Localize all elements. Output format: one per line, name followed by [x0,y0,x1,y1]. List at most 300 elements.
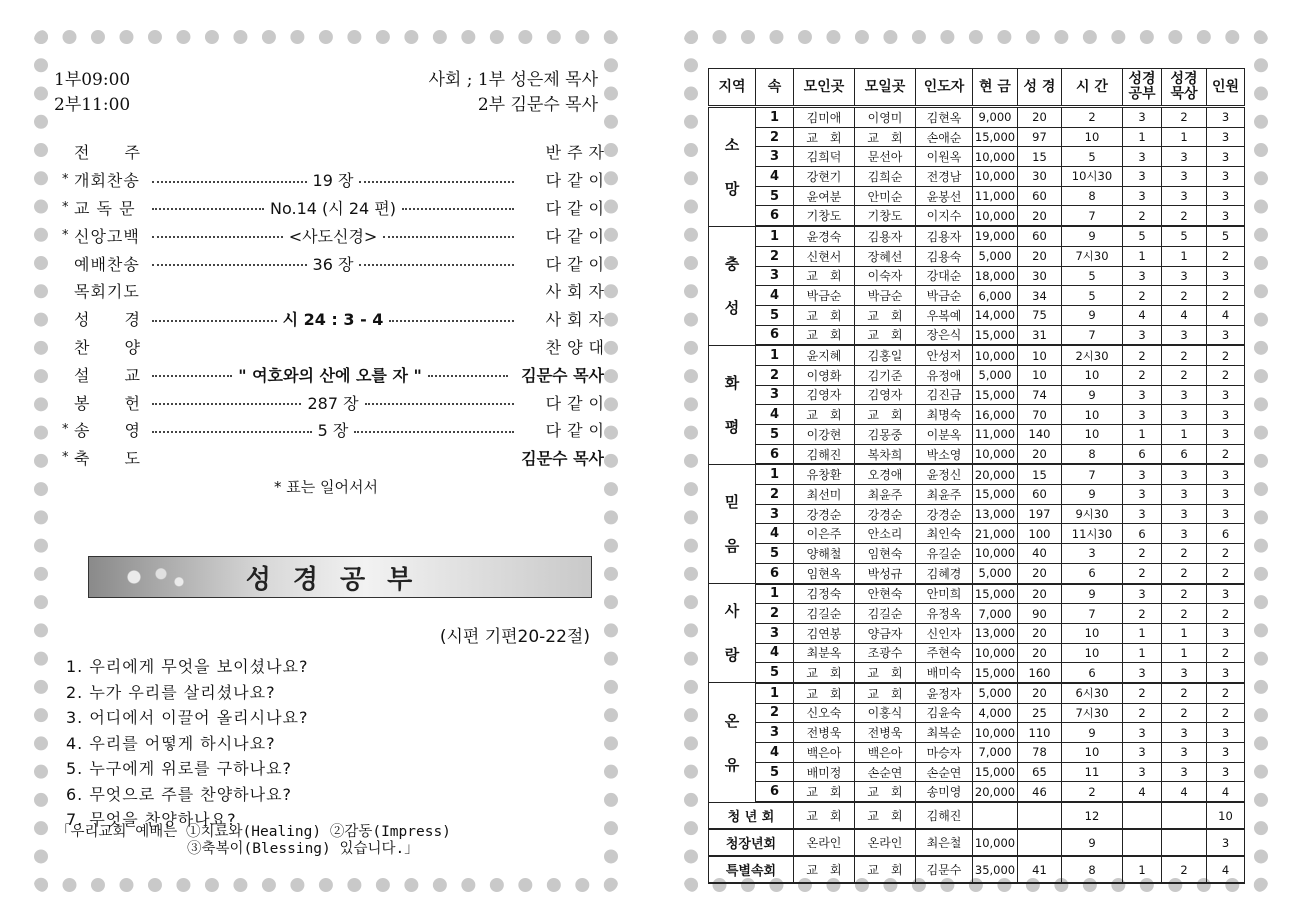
region-name: 충 성 [709,226,756,345]
column-header: 성 경 [1018,69,1062,107]
table-cell: 3 [1207,405,1245,425]
table-row [709,703,1245,723]
table-cell: 교 회 [794,663,855,683]
table-cell: 9 [1062,226,1123,246]
table-cell: 10 [1062,127,1123,147]
table-cell: 교 회 [855,405,916,425]
table-row [709,365,1245,385]
table-cell: 2 [1207,604,1245,624]
table-cell: 10,000 [973,829,1018,856]
table-row [709,186,1245,206]
table-cell [1162,829,1207,856]
table-cell: 2 [1062,107,1123,128]
table-cell: 교 회 [794,325,855,345]
order-item-name: 전 주 [74,143,141,163]
cell-number: 4 [756,524,794,544]
order-item-name: 봉 헌 [74,393,141,413]
table-cell: 3 [1162,723,1207,743]
table-row [709,127,1245,147]
order-row [62,305,610,333]
dot-leader [359,264,514,266]
table-cell: 10,000 [973,544,1018,564]
column-header: 성경 공부 [1123,69,1162,107]
table-cell: 3 [1123,723,1162,743]
table-cell: 5,000 [973,683,1018,703]
table-row [709,266,1245,286]
table-row [709,107,1245,128]
table-cell: 유창환 [794,464,855,484]
table-cell: 3 [1123,325,1162,345]
table-row [709,444,1245,464]
column-header: 지역 [709,69,756,107]
order-item-detail [146,151,520,153]
table-cell: 3 [1123,147,1162,167]
table-cell: 2 [1123,683,1162,703]
worship-order-panel [34,30,618,892]
table-cell: 2 [1162,286,1207,306]
table-cell: 9시30 [1062,504,1123,524]
table-cell: 배미숙 [916,663,973,683]
table-cell: 3 [1207,504,1245,524]
cell-number: 5 [756,425,794,445]
table-cell: 김영자 [794,385,855,405]
order-row [62,166,610,194]
table-cell: 안미희 [916,584,973,604]
table-row [709,584,1245,604]
table-cell: 2 [1162,703,1207,723]
table-cell: 3 [1207,147,1245,167]
table-row [709,485,1245,505]
table-cell: 3 [1123,584,1162,604]
table-cell: 5 [1207,226,1245,246]
order-item-detail [146,224,520,247]
table-cell: 김윤숙 [916,703,973,723]
table-cell: 전병욱 [794,723,855,743]
table-cell: 15,000 [973,762,1018,782]
table-row [709,246,1245,266]
table-cell: 4,000 [973,703,1018,723]
column-header: 인원 [1207,69,1245,107]
table-cell: 13,000 [973,504,1018,524]
table-cell: 3 [1162,504,1207,524]
table-cell: 온라인 [855,829,916,856]
table-cell: 10,000 [973,147,1018,167]
table-cell: 온라인 [794,829,855,856]
order-row [62,388,610,416]
study-question: 2. 누가 우리를 살리셨나요? [66,682,276,702]
table-cell: 기창도 [794,206,855,226]
standing-note: * 표는 일어서서 [274,478,378,496]
table-cell: 9,000 [973,107,1018,128]
dot-leader [383,236,514,238]
cell-number: 2 [756,246,794,266]
standing-mark: * [62,450,69,466]
table-cell: 안소리 [855,524,916,544]
table-cell: 8 [1062,444,1123,464]
order-item-leader: 다같이 [545,198,610,218]
table-cell: 9 [1062,385,1123,405]
table-cell: 2 [1162,856,1207,883]
region-name: 믿 음 [709,464,756,583]
table-cell: 75 [1018,305,1062,325]
table-cell: 2 [1162,544,1207,564]
order-item-name: 예배찬송 [74,254,140,274]
region-name: 화 평 [709,345,756,464]
table-row [709,782,1245,802]
table-cell: 송미영 [916,782,973,802]
table-cell: 최복순 [916,723,973,743]
table-cell: 이은주 [794,524,855,544]
table-cell: 9 [1062,485,1123,505]
table-cell: 손순연 [855,762,916,782]
table-cell: 신오숙 [794,703,855,723]
table-cell: 2 [1123,703,1162,723]
order-item-name: 개회찬송 [74,171,140,191]
special-group-name: 특별속회 [709,856,794,883]
table-cell: 20,000 [973,782,1018,802]
table-row [709,743,1245,763]
order-item-name: 성 경 [74,310,141,330]
table-cell: 이영미 [855,107,916,128]
cell-number: 3 [756,147,794,167]
service-hosts [428,68,598,118]
order-row [62,444,604,472]
table-cell: 3 [1162,405,1207,425]
order-item-leader: 반주자 [545,143,610,163]
special-row [709,856,1245,883]
table-cell: 7 [1062,325,1123,345]
order-item-leader: 다같이 [545,254,610,274]
table-cell: 교 회 [794,782,855,802]
dot-leader [152,403,301,405]
table-cell: 박금순 [794,286,855,306]
table-cell: 3 [1123,385,1162,405]
table-cell: 20 [1018,584,1062,604]
table-cell: 임현옥 [794,563,855,583]
table-cell: 10 [1062,425,1123,445]
table-cell: 박금순 [916,286,973,306]
table-cell: 3 [1123,485,1162,505]
order-item-detail [146,168,520,191]
table-cell: 110 [1018,723,1062,743]
table-cell: 3 [1207,107,1245,128]
table-cell: 7 [1062,206,1123,226]
table-cell: 5 [1123,226,1162,246]
table-cell: 김몽중 [855,425,916,445]
table-cell: 교 회 [855,802,916,829]
table-cell: 박금순 [855,286,916,306]
table-cell: 교 회 [855,856,916,883]
table-cell: 마승자 [916,743,973,763]
table-cell: 2 [1162,345,1207,365]
table-cell: 김혜경 [916,563,973,583]
table-cell: 3 [1123,266,1162,286]
table-cell: 2 [1207,703,1245,723]
order-row [62,333,610,361]
special-row [709,829,1245,856]
table-cell: 최인숙 [916,524,973,544]
table-cell: 1 [1123,623,1162,643]
table-cell: 안현숙 [855,584,916,604]
table-cell: 5 [1062,266,1123,286]
table-cell: 3 [1207,663,1245,683]
table-cell: 이숙자 [855,266,916,286]
table-cell: 6시30 [1062,683,1123,703]
order-row [62,194,610,222]
table-row [709,544,1245,564]
order-item-leader: 찬양대 [545,337,610,357]
service-times [54,68,130,118]
order-item-content: 19 장 [312,171,354,191]
table-cell: 3 [1207,385,1245,405]
table-cell: 윤정자 [916,683,973,703]
cell-number: 6 [756,206,794,226]
table-cell: 9 [1062,584,1123,604]
table-cell: 20 [1018,643,1062,663]
table-cell: 교 회 [794,405,855,425]
table-cell: 3 [1207,325,1245,345]
table-cell: 15 [1018,147,1062,167]
table-cell: 양금자 [855,623,916,643]
table-cell: 46 [1018,782,1062,802]
table-row [709,345,1245,365]
table-cell: 3 [1207,127,1245,147]
table-cell: 9 [1062,829,1123,856]
cell-number: 1 [756,107,794,128]
table-cell: 3 [1162,524,1207,544]
table-cell: 7 [1062,464,1123,484]
table-cell: 3 [1162,485,1207,505]
cell-number: 1 [756,226,794,246]
table-cell: 8 [1062,186,1123,206]
region-name: 사 랑 [709,584,756,683]
order-item-content: 287 장 [307,393,359,413]
table-cell: 6 [1062,663,1123,683]
flower-decoration-icon [107,561,197,593]
table-cell: 2 [1162,365,1207,385]
table-cell: 15,000 [973,584,1018,604]
table-cell: 2 [1123,604,1162,624]
table-cell: 3 [1207,723,1245,743]
table-cell: 35,000 [973,856,1018,883]
table-cell: 7시30 [1062,703,1123,723]
table-cell: 15,000 [973,663,1018,683]
table-cell: 2 [1123,544,1162,564]
order-row [62,221,610,249]
host-second: 2부 김문수 목사 [477,95,598,115]
table-cell: 19,000 [973,226,1018,246]
cell-number: 1 [756,683,794,703]
table-cell: 20 [1018,623,1062,643]
order-row [62,416,610,444]
table-cell: 3 [1207,623,1245,643]
table-cell [1123,802,1162,829]
table-cell: 장은식 [916,325,973,345]
table-cell: 3 [1162,663,1207,683]
table-cell: 최윤주 [916,485,973,505]
table-cell: 윤경숙 [794,226,855,246]
table-row [709,524,1245,544]
table-cell: 김용자 [855,226,916,246]
column-header: 속 [756,69,794,107]
cell-number: 5 [756,762,794,782]
column-header: 시 간 [1062,69,1123,107]
dot-leader [428,375,508,377]
order-item-content: 36 장 [312,254,354,274]
table-cell: 5 [1062,286,1123,306]
table-cell: 5,000 [973,563,1018,583]
table-cell: 3 [1162,464,1207,484]
table-cell: 3 [1162,325,1207,345]
table-cell: 15 [1018,464,1062,484]
table-cell: 강경순 [916,504,973,524]
dot-leader [152,264,307,266]
table-cell: 8 [1062,856,1123,883]
cell-number: 4 [756,167,794,187]
table-cell: 3 [1123,743,1162,763]
bible-study-title: 성경공부 [245,564,435,595]
table-cell: 교 회 [855,782,916,802]
table-cell: 10,000 [973,206,1018,226]
table-cell: 14,000 [973,305,1018,325]
table-cell: 3 [1162,186,1207,206]
table-cell: 3 [1123,504,1162,524]
table-cell: 20 [1018,246,1062,266]
table-cell: 20 [1018,107,1062,128]
order-item-name: 축 도 [74,449,141,469]
cell-group-table [708,68,1245,884]
column-header: 모인곳 [794,69,855,107]
table-cell: 11시30 [1062,524,1123,544]
table-cell: 손애순 [916,127,973,147]
table-cell: 2 [1162,563,1207,583]
order-item-content: No.14 (시 24 편) [270,198,396,218]
dot-leader [152,375,232,377]
table-cell: 97 [1018,127,1062,147]
dot-leader [402,208,514,210]
table-cell: 3 [1207,762,1245,782]
order-item-detail [146,363,514,386]
table-cell: 손순연 [916,762,973,782]
table-cell: 2 [1123,286,1162,306]
service-time-first: 1부09:00 [54,70,131,90]
table-cell: 74 [1018,385,1062,405]
table-cell: 100 [1018,524,1062,544]
table-cell: 15,000 [973,325,1018,345]
cell-number: 5 [756,305,794,325]
table-row [709,147,1245,167]
table-cell [973,802,1018,829]
order-item-leader: 다같이 [545,393,610,413]
order-item-content: 시 24 : 3 - 4 [282,310,384,330]
dot-leader [152,236,283,238]
table-cell: 우복예 [916,305,973,325]
table-header-row [709,69,1245,107]
dot-leader [152,320,277,322]
table-cell: 3 [1207,743,1245,763]
table-cell: 1 [1162,425,1207,445]
table-cell: 최분옥 [794,643,855,663]
table-cell: 2 [1162,107,1207,128]
table-cell: 김홍일 [855,345,916,365]
table-cell: 신인자 [916,623,973,643]
table-cell: 강대순 [916,266,973,286]
cell-number: 1 [756,584,794,604]
table-cell: 안성저 [916,345,973,365]
table-cell: 오경애 [855,464,916,484]
table-cell: 3 [1162,762,1207,782]
table-row [709,286,1245,306]
cell-number: 4 [756,286,794,306]
table-cell: 1 [1162,643,1207,663]
table-cell: 16,000 [973,405,1018,425]
table-cell: 유정옥 [916,604,973,624]
dot-leader [152,208,264,210]
order-item-name: 교 독 문 [74,198,136,218]
worship-order-list [62,138,610,472]
table-cell: 2 [1162,683,1207,703]
table-cell: 장혜선 [855,246,916,266]
order-item-detail [146,345,520,347]
table-cell: 197 [1018,504,1062,524]
table-cell: 2 [1207,544,1245,564]
cell-number: 3 [756,504,794,524]
table-row [709,385,1245,405]
table-cell: 2 [1207,643,1245,663]
order-item-name: 신앙고백 [74,226,140,246]
table-cell: 18,000 [973,266,1018,286]
cell-number: 6 [756,782,794,802]
table-cell: 교 회 [794,127,855,147]
bible-study-banner [88,556,592,598]
table-cell: 20,000 [973,464,1018,484]
table-cell: 김기준 [855,365,916,385]
table-cell: 6 [1123,444,1162,464]
table-cell: 3 [1162,266,1207,286]
cell-number: 2 [756,127,794,147]
table-cell: 34 [1018,286,1062,306]
cell-number: 3 [756,623,794,643]
table-cell: 4 [1162,305,1207,325]
table-cell: 7,000 [973,604,1018,624]
table-cell [1018,829,1062,856]
table-row [709,504,1245,524]
table-cell: 140 [1018,425,1062,445]
table-cell: 5,000 [973,246,1018,266]
table-cell: 유길순 [916,544,973,564]
table-cell: 10시30 [1062,167,1123,187]
standing-mark: * [62,172,69,188]
table-row [709,604,1245,624]
table-cell: 10,000 [973,723,1018,743]
order-item-content: <사도신경> [288,226,378,246]
cell-number: 6 [756,325,794,345]
column-header: 현 금 [973,69,1018,107]
table-cell: 9 [1062,305,1123,325]
cell-number: 1 [756,345,794,365]
table-cell: 10,000 [973,444,1018,464]
table-row [709,683,1245,703]
cell-number: 2 [756,604,794,624]
table-cell: 문선아 [855,147,916,167]
table-cell: 2 [1162,206,1207,226]
order-item-leader: 김문수 목사 [521,449,604,469]
table-cell: 김영자 [855,385,916,405]
cell-group-panel [684,30,1268,892]
table-cell: 백은아 [794,743,855,763]
order-item-name: 송 영 [74,421,141,441]
table-cell: 5 [1062,147,1123,167]
